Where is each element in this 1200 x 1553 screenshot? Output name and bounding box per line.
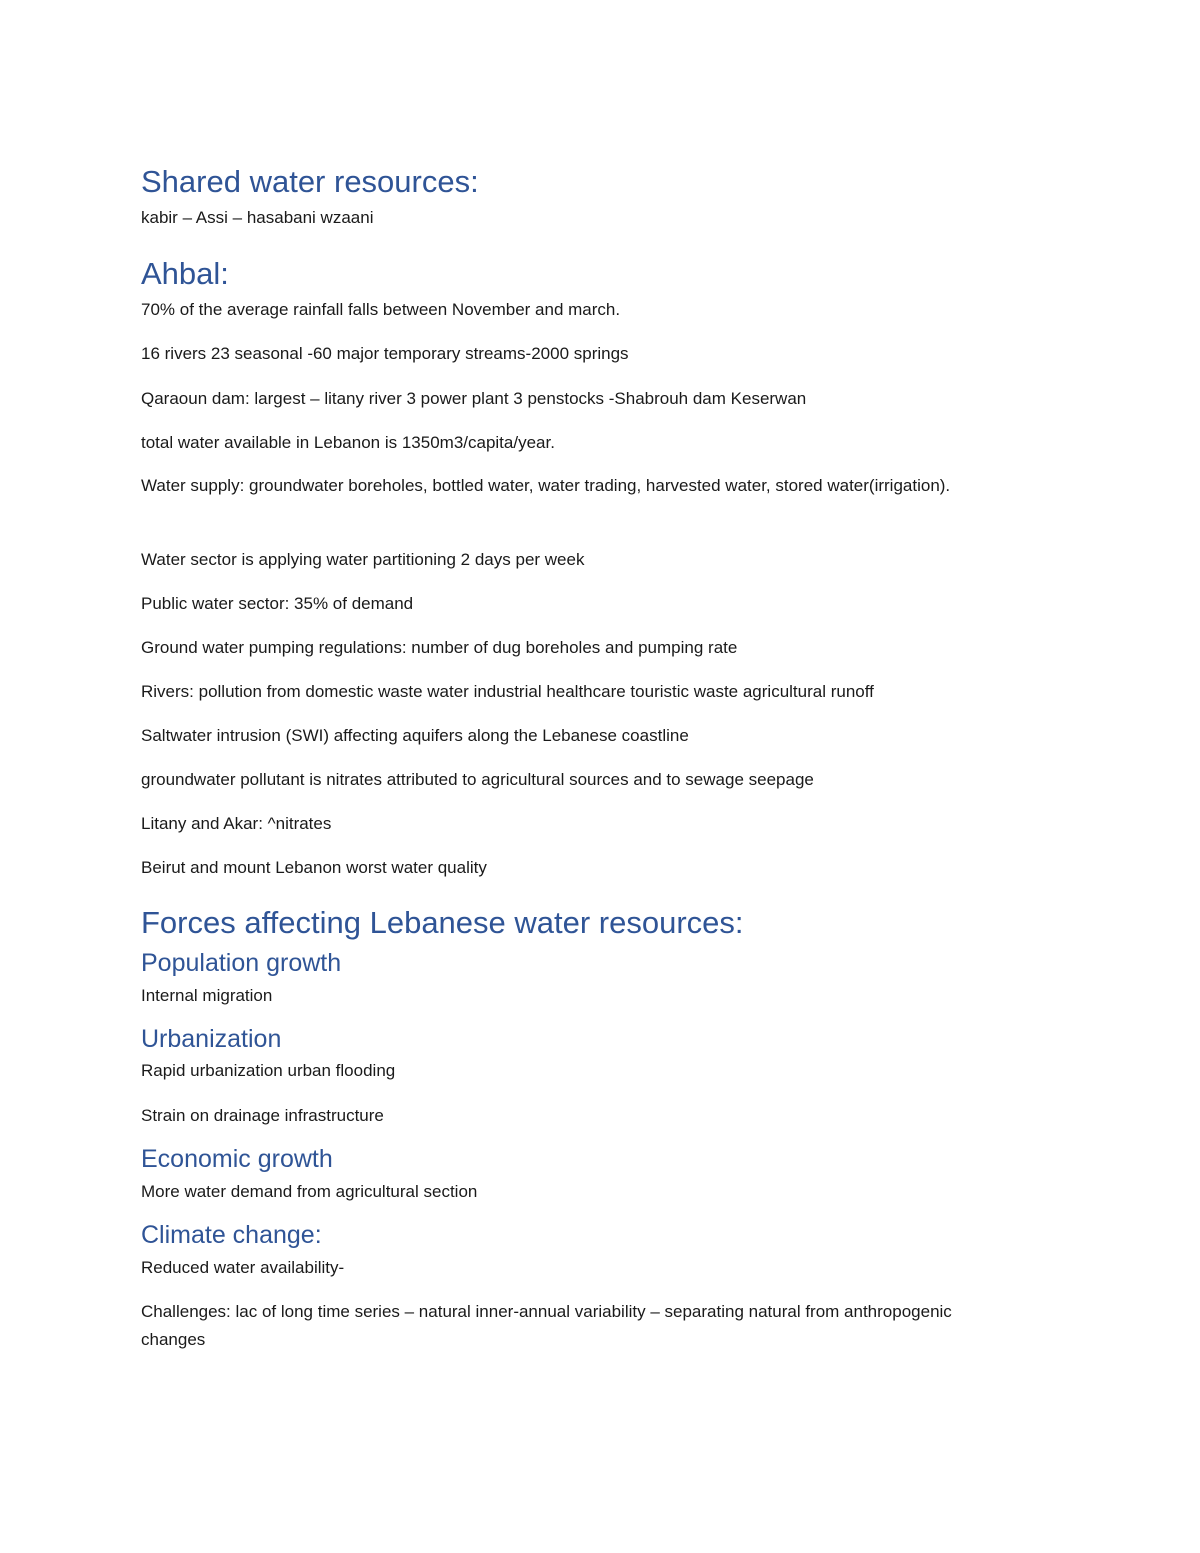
climate-line-availability: Reduced water availability-: [141, 1258, 345, 1277]
ahbal-line-water-supply: Water supply: groundwater boreholes, bottled water, water trading, harvested water, stored water(irrigation).: [141, 476, 951, 495]
subheading-population-growth: Population growth: [141, 949, 342, 977]
ahbal-line-litany-akar: Litany and Akar: ^nitrates: [141, 814, 332, 833]
economic-line-demand: More water demand from agricultural section: [141, 1182, 478, 1201]
ahbal-line-water-quality: Beirut and mount Lebanon worst water quality: [141, 858, 487, 877]
ahbal-line-nitrates: groundwater pollutant is nitrates attributed to agricultural sources and to sewage seepage: [141, 770, 814, 789]
ahbal-line-qaraoun-dam: Qaraoun dam: largest – litany river 3 power plant 3 penstocks -Shabrouh dam Keserwan: [141, 389, 807, 408]
climate-line-challenges: Challenges: lac of long time series – natural inner-annual variability – separating natural from anthropogenic changes: [141, 1302, 952, 1349]
ahbal-line-public-sector: Public water sector: 35% of demand: [141, 594, 414, 613]
ahbal-line-river-pollution: Rivers: pollution from domestic waste water industrial healthcare touristic waste agricultural runoff: [141, 682, 874, 701]
ahbal-line-saltwater-intrusion: Saltwater intrusion (SWI) affecting aquifers along the Lebanese coastline: [141, 726, 689, 745]
population-line-migration: Internal migration: [141, 986, 273, 1005]
heading-forces: Forces affecting Lebanese water resources:: [141, 905, 744, 940]
urbanization-line-drainage: Strain on drainage infrastructure: [141, 1106, 384, 1125]
ahbal-line-partitioning: Water sector is applying water partitioning 2 days per week: [141, 550, 585, 569]
urbanization-line-flooding: Rapid urbanization urban flooding: [141, 1061, 396, 1080]
ahbal-line-rainfall: 70% of the average rainfall falls between November and march.: [141, 300, 621, 319]
shared-rivers-line: kabir – Assi – hasabani wzaani: [141, 208, 374, 227]
heading-shared-water-resources: Shared water resources:: [141, 164, 479, 199]
subheading-climate-change: Climate change:: [141, 1221, 322, 1249]
subheading-economic-growth: Economic growth: [141, 1145, 333, 1173]
heading-ahbal: Ahbal:: [141, 256, 229, 291]
ahbal-line-rivers: 16 rivers 23 seasonal -60 major temporary streams-2000 springs: [141, 344, 629, 363]
subheading-urbanization: Urbanization: [141, 1025, 282, 1053]
ahbal-line-total-water: total water available in Lebanon is 1350m3/capita/year.: [141, 433, 555, 452]
ahbal-line-pumping-regulations: Ground water pumping regulations: number of dug boreholes and pumping rate: [141, 638, 738, 657]
